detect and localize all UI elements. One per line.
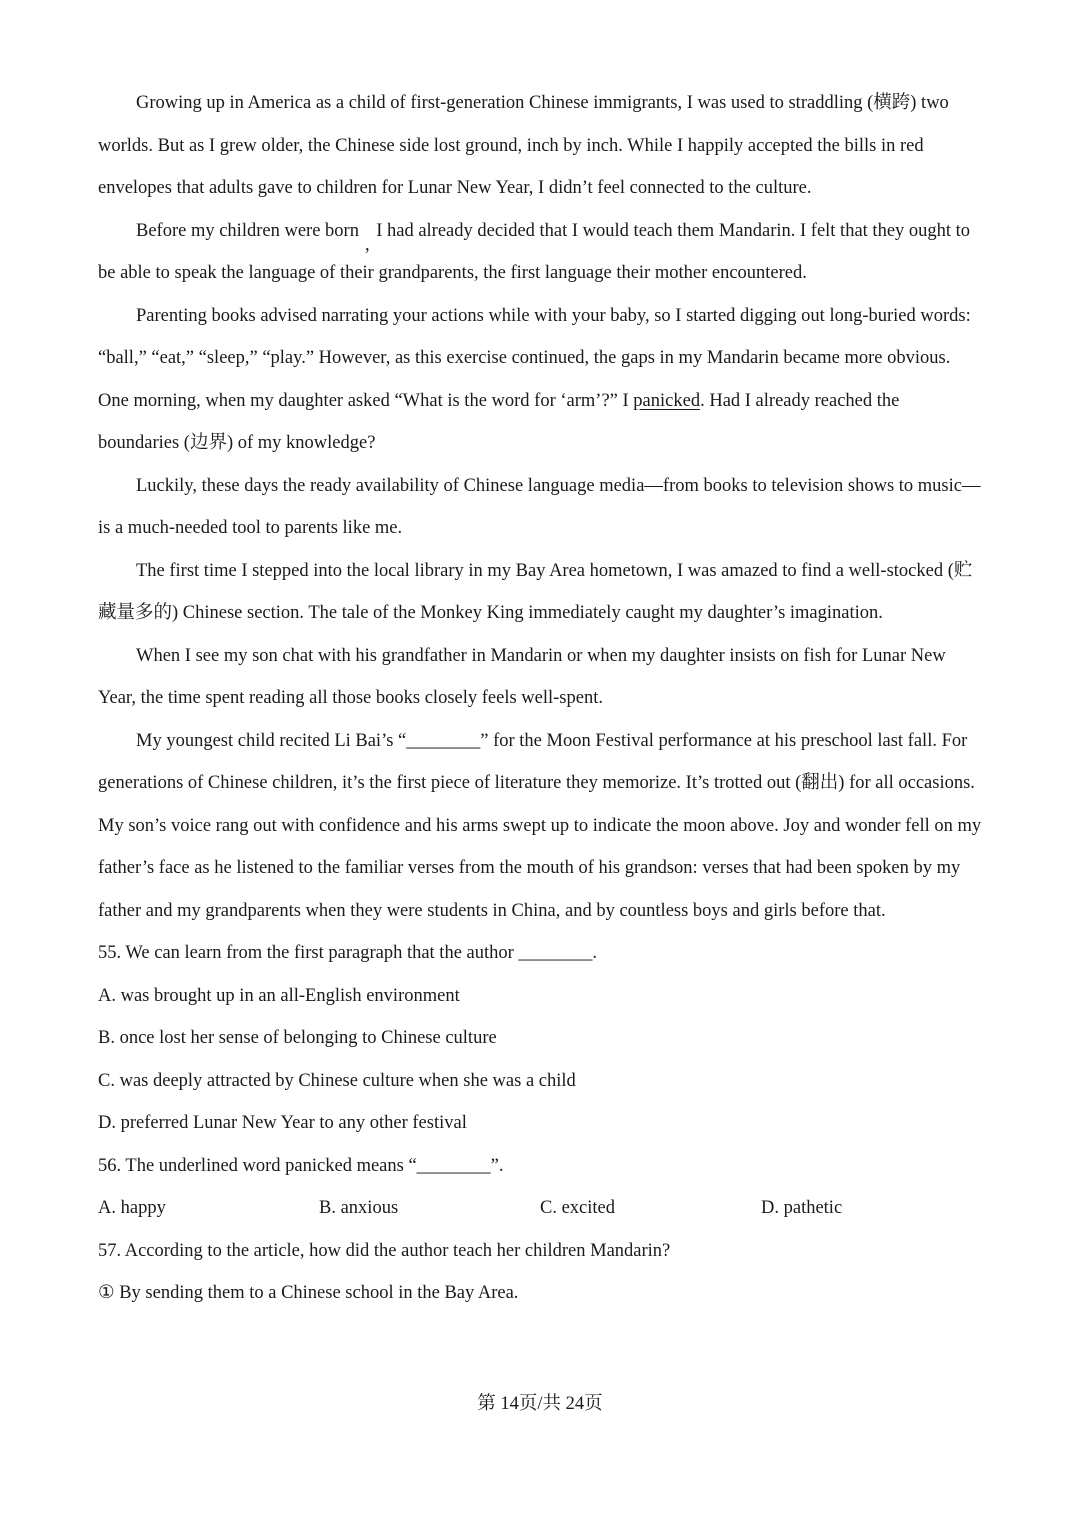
paragraph-6: When I see my son chat with his grandfather in Mandarin or when my daughter insists on fish for Lunar New Year, the time spent reading all those books closely feels well-spent. (98, 645, 946, 708)
question-56-option-d: D. pathetic (761, 1198, 843, 1218)
paragraph-1: Growing up in America as a child of first-generation Chinese immigrants, I was used to straddling (横跨) two worlds. But as I grew older, the Chinese side lost ground, inch by inch. While I happily accepted the bills in red envelopes that adults gave to children for Lunar New Year, I didn’t feel connected to the culture. (98, 93, 949, 198)
question-56-option-c: C. excited (540, 1198, 616, 1218)
paragraph-2-start: Before my children were born (136, 220, 359, 241)
paragraph-7: My youngest child recited Li Bai’s “________” for the Moon Festival performance at his preschool last fall. For generations of Chinese children, it’s the first piece of literature they memorize. It’s trotted out (翻出) for all occasions. My son’s voice rang out with confidence and his arms swept up to indicate the moon above. Joy and wonder fell on my father’s face as he listened to the familiar verses from the mouth of his grandson: verses that had been spoken by my father and my grandparents when they were students in China, and by countless boys and girls before that. (98, 730, 982, 921)
paragraph-5: The first time I stepped into the local library in my Bay Area hometown, I was amazed to find a well-stocked (贮藏量多的) Chinese section. The tale of the Monkey King immediately caught my daughter’s imagination. (98, 560, 973, 623)
paragraph-3-end: . Had I already reached the boundaries (边界) of my knowledge? (98, 390, 900, 453)
question-56-option-b: B. anxious (319, 1198, 399, 1218)
question-56-stem: 56. The underlined word panicked means “________”. (98, 1155, 504, 1176)
paragraph-3-start: Parenting books advised narrating your actions while with your baby, so I started digging out long-buried words: “ball,” “eat,” “sleep,” “play.” However, as this exercise continued, the gaps in my Mandarin became more obvious. One morning, when my daughter asked “What is the word for ‘arm’?” I (98, 305, 971, 411)
reading-passage (98, 82, 982, 1315)
question-56-option-a: A. happy (98, 1198, 166, 1218)
question-57 (98, 1230, 982, 1315)
underlined-word: panicked (633, 390, 701, 411)
page-number: 第 14页/共 24页 (477, 1394, 603, 1414)
paragraph-4: Luckily, these days the ready availability of Chinese language media—from books to television shows to music—is a much-needed tool to parents like me. (98, 475, 981, 538)
paragraph-2 (98, 210, 982, 295)
question-55-option-d: D. preferred Lunar New Year to any other festival (98, 1113, 467, 1133)
question-55-option-b: B. once lost her sense of belonging to Chinese culture (98, 1028, 497, 1048)
paragraph-2-comma: , (364, 234, 370, 255)
question-55-stem: 55. We can learn from the first paragraph that the author ________. (98, 943, 598, 963)
question-56 (98, 1145, 982, 1230)
question-57-stem: 57. According to the article, how did the author teach her children Mandarin? (98, 1240, 671, 1261)
paragraph-2-end: I had already decided that I would teach them Mandarin. I felt that they ought to be able to speak the language of their grandparents, the first language their mother encountered. (98, 220, 971, 283)
paragraph-3 (98, 295, 982, 465)
question-55-option-a: A. was brought up in an all-English environment (98, 985, 460, 1006)
question-57-option-1: ① By sending them to a Chinese school in the Bay Area. (98, 1283, 519, 1303)
question-55-option-c: C. was deeply attracted by Chinese culture when she was a child (98, 1070, 576, 1091)
question-55 (98, 932, 982, 1145)
question-56-options (98, 1187, 982, 1230)
